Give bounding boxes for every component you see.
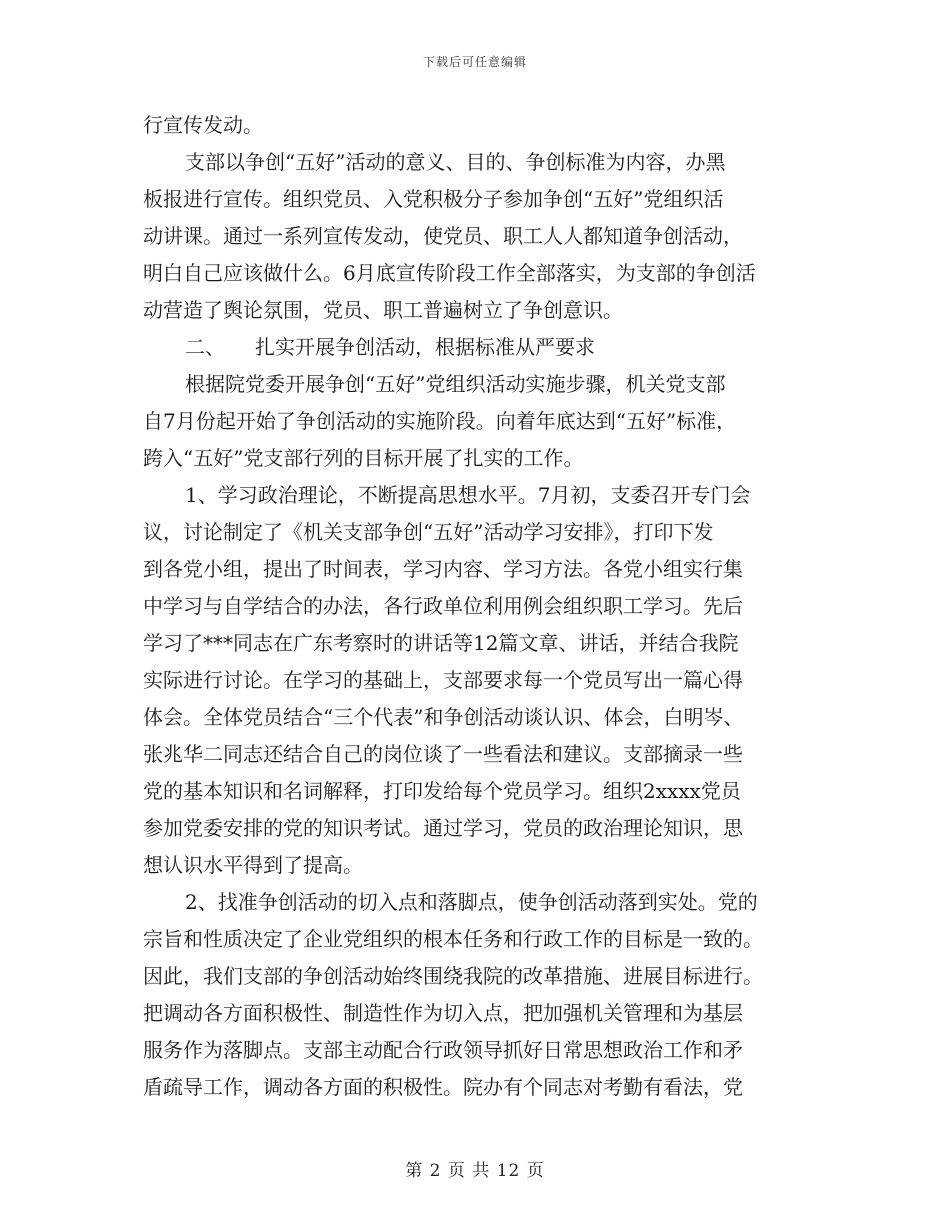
page-number-footer: 第 2 页 共 12 页	[405, 1161, 545, 1181]
body-line: 到各党小组，提出了时间表，学习内容、学习方法。各党小组实行集	[143, 557, 743, 581]
body-line: 行宣传发动。	[143, 113, 263, 137]
body-line: 因此，我们支部的争创活动始终围绕我院的改革措施、进展目标进行。	[143, 964, 763, 988]
body-line: 板报进行宣传。组织党员、入党积极分子参加争创“五好”党组织活	[143, 187, 724, 211]
body-line: 把调动各方面积极性、制造性作为切入点，把加强机关管理和为基层	[143, 1001, 743, 1025]
body-line: 想认识水平得到了提高。	[143, 853, 363, 877]
body-line: 学习了***同志在广东考察时的讲话等12篇文章、讲话，并结合我院	[143, 631, 739, 655]
body-line: 宗旨和性质决定了企业党组织的根本任务和行政工作的目标是一致的。	[143, 927, 763, 951]
body-line: 参加党委安排的党的知识考试。通过学习，党员的政治理论知识，思	[143, 816, 743, 840]
body-line: 张兆华二同志还结合自己的岗位谈了一些看法和建议。支部摘录一些	[143, 742, 743, 766]
body-line: 明白自己应该做什么。6月底宣传阶段工作全部落实，为支部的争创活	[143, 261, 756, 285]
body-line: 体会。全体党员结合“三个代表”和争创活动谈认识、体会，白明岑、	[143, 705, 744, 729]
body-line: 盾疏导工作，调动各方面的积极性。院办有个同志对考勤有看法，党	[143, 1075, 743, 1099]
document-body	[143, 107, 808, 1106]
body-line: 跨入“五好”党支部行列的目标开展了扎实的工作。	[143, 446, 584, 470]
body-line: 议，讨论制定了《机关支部争创“五好”活动学习安排》，打印下发	[143, 520, 714, 544]
body-line: 动营造了舆论氛围，党员、职工普遍树立了争创意识。	[143, 298, 623, 322]
body-line: 2、找准争创活动的切入点和落脚点，使争创活动落到实处。党的	[185, 890, 758, 914]
body-line: 中学习与自学结合的办法，各行政单位利用例会组织职工学习。先后	[143, 594, 743, 618]
body-line: 动讲课。通过一系列宣传发动，使党员、职工人人都知道争创活动，	[143, 224, 743, 248]
body-line: 党的基本知识和名词解释，打印发给每个党员学习。组织2xxxx党员	[143, 779, 741, 803]
body-line: 1、学习政治理论，不断提高思想水平。7月初，支委召开专门会	[185, 483, 751, 507]
body-line: 服务作为落脚点。支部主动配合行政领导抓好日常思想政治工作和矛	[143, 1038, 743, 1062]
body-line: 实际进行讨论。在学习的基础上，支部要求每一个党员写出一篇心得	[143, 668, 743, 692]
body-line: 自7月份起开始了争创活动的实施阶段。向着年底达到“五好”标准，	[143, 409, 737, 433]
body-line: 支部以争创“五好”活动的意义、目的、争创标准为内容，办黑	[185, 150, 726, 174]
section-heading: 二、 扎实开展争创活动，根据标准从严要求	[185, 335, 595, 359]
body-line: 根据院党委开展争创“五好”党组织活动实施步骤，机关党支部	[185, 372, 726, 396]
page-header: 下载后可任意编辑	[422, 55, 527, 69]
